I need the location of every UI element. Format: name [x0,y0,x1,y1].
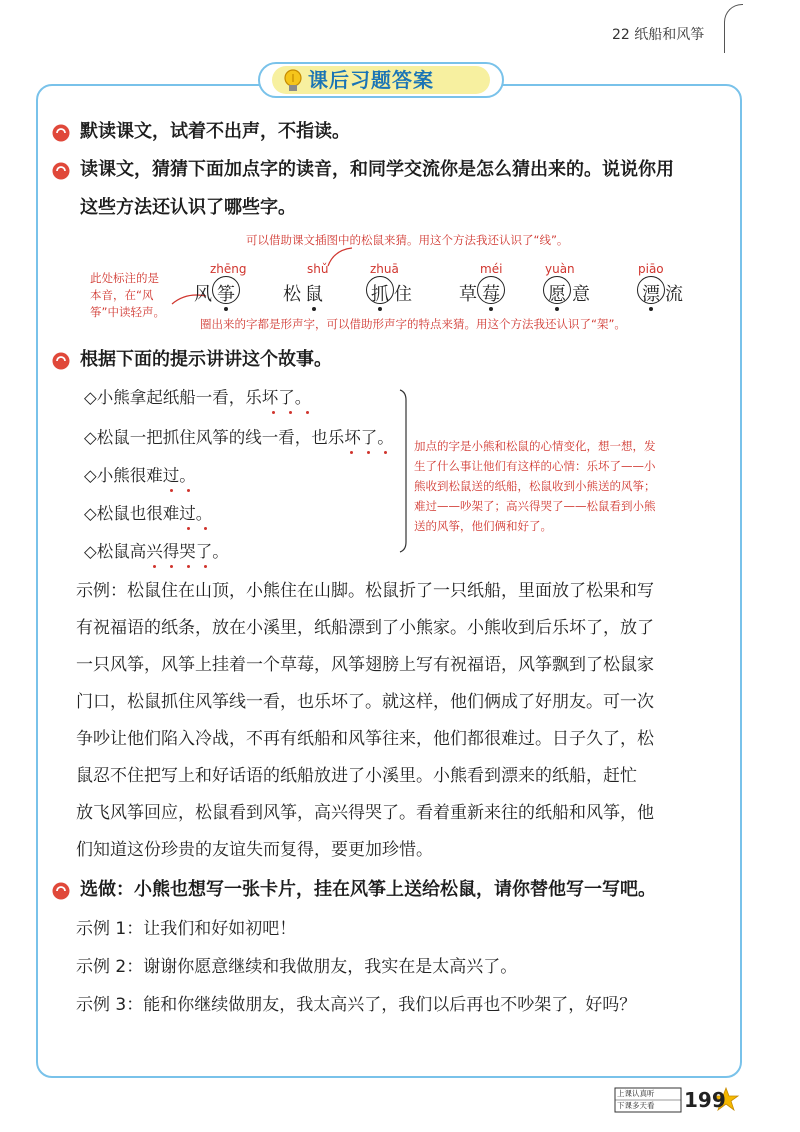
emphasis-dot [289,411,292,414]
example-line-8: 们知道这份珍贵的友谊失而复得，要更加珍惜。 [76,840,433,860]
word-char-circled: 漂 [642,284,660,305]
header-corner-line [724,4,743,53]
pinyin-zhua: zhuā [370,262,399,276]
example-3: 示例 3：能和你继续做朋友，我太高兴了，我们以后再也不吵架了，好吗？ [76,995,637,1015]
example-2: 示例 2：谢谢你愿意继续和我做朋友，我实在是太高兴了。 [76,957,518,977]
pinyin-shu: shǔ [307,262,329,276]
pinyin-piao: piāo [638,262,664,276]
word-char: 风 [194,284,212,305]
story-note-4: 难过——吵架了；高兴得哭了——松鼠看到小熊 [414,499,656,513]
emphasis-dot [170,565,173,568]
word-char: 鼠 [305,284,323,305]
emphasis-dot [312,307,316,311]
arrow-icon [326,244,356,268]
emphasis-dot [306,411,309,414]
pinyin-mei: méi [480,262,503,276]
example-line-4: 门口，松鼠抓住风筝线一看，也乐坏了。就这样，他们俩成了好朋友。可一次 [76,692,654,712]
emphasis-dot [153,565,156,568]
example-line-2: 有祝福语的纸条，放在小溪里，纸船漂到了小熊家。小熊收到后乐坏了，放了 [76,618,654,638]
word-char-circled: 抓 [371,284,389,305]
story-note-2: 生了什么事让他们有这样的心情：乐坏了——小 [414,459,656,473]
word-char: 草 [459,284,477,305]
example-line-3: 一只风筝，风筝上挂着一个草莓，风筝翅膀上写有祝福语，风筝飘到了松鼠家 [76,655,654,675]
example-1: 示例 1：让我们和好如初吧！ [76,919,297,939]
word-char: 流 [665,284,683,305]
emphasis-dot [187,527,190,530]
lightbulb-icon [282,68,304,94]
emphasis-dot [204,565,207,568]
emphasis-dot [272,411,275,414]
word-char-circled: 愿 [548,284,566,305]
footer-tag-2: 下课多天看 [617,1101,655,1110]
emphasis-dot [649,307,653,311]
emphasis-dot [204,527,207,530]
pinyin-yuan: yuàn [545,262,575,276]
note-left-3: 筝”中读轻声。 [90,305,165,319]
prompt-5: ◇松鼠高兴得哭了。 [84,542,229,561]
example-line-1: 示例：松鼠住在山顶，小熊住在山脚。松鼠折了一只纸船，里面放了松果和写 [76,581,654,601]
story-note-1: 加点的字是小熊和松鼠的心情变化，想一想，发 [414,439,656,453]
word-char: 住 [394,284,412,305]
note-bottom: 圈出来的字都是形声字，可以借助形声字的特点来猜。用这个方法我还认识了“架”。 [200,317,626,331]
prompt-2: ◇松鼠一把抓住风筝的线一看，也乐坏了。 [84,428,394,447]
word-char-circled: 筝 [217,284,235,305]
question-1: 默读课文，试着不出声，不指读。 [80,121,350,142]
emphasis-dot [378,307,382,311]
question-4: 选做：小熊也想写一张卡片，挂在风筝上送给松鼠，请你替他写一写吧。 [80,879,656,900]
banner-title: 课后习题答案 [308,68,434,92]
example-line-7: 放飞风筝回应，松鼠看到风筝，高兴得哭了。看着重新来往的纸船和风筝，他 [76,803,654,823]
emphasis-dot [170,489,173,492]
question-2-line1: 读课文，猜猜下面加点字的读音，和同学交流你是怎么猜出来的。说说你用 [80,159,674,180]
question-marker-icon [52,352,70,370]
emphasis-dot [367,451,370,454]
word-char: 意 [572,284,590,305]
prompt-3: ◇小熊很难过。 [84,466,196,485]
pinyin-zheng: zhēng [210,262,247,276]
word-char: 松 [283,284,301,305]
example-line-6: 鼠忍不住把写上和好话语的纸船放进了小溪里。小熊看到漂来的纸船，赶忙 [76,766,637,786]
example-line-5: 争吵让他们陷入冷战，不再有纸船和风筝往来，他们都很难过。日子久了，松 [76,729,654,749]
prompt-1: ◇小熊拿起纸船一看，乐坏了。 [84,388,312,407]
emphasis-dot [555,307,559,311]
lesson-title: 22 纸船和风筝 [612,27,705,43]
bracket-line [398,388,410,554]
question-marker-icon [52,124,70,142]
prompt-4: ◇松鼠也很难过。 [84,504,213,523]
question-2-line2: 这些方法还认识了哪些字。 [80,197,296,218]
page-number: 199 [684,1088,726,1112]
emphasis-dot [187,565,190,568]
emphasis-dot [350,451,353,454]
emphasis-dot [384,451,387,454]
question-3: 根据下面的提示讲讲这个故事。 [80,349,332,370]
story-note-3: 熊收到松鼠送的纸船，松鼠收到小熊送的风筝； [414,479,656,493]
emphasis-dot [489,307,493,311]
question-marker-icon [52,162,70,180]
question-marker-icon [52,882,70,900]
note-left-2: 本音，在“风 [90,288,154,302]
note-left-1: 此处标注的是 [90,271,159,285]
note-top: 可以借助课文插图中的松鼠来猜。用这个方法我还认识了“线”。 [246,233,569,247]
emphasis-dot [187,489,190,492]
emphasis-dot [224,307,228,311]
footer-tag-1: 上课认真听 [617,1089,655,1098]
word-char-circled: 莓 [482,284,500,305]
story-note-5: 送的风筝，他们俩和好了。 [414,519,552,533]
